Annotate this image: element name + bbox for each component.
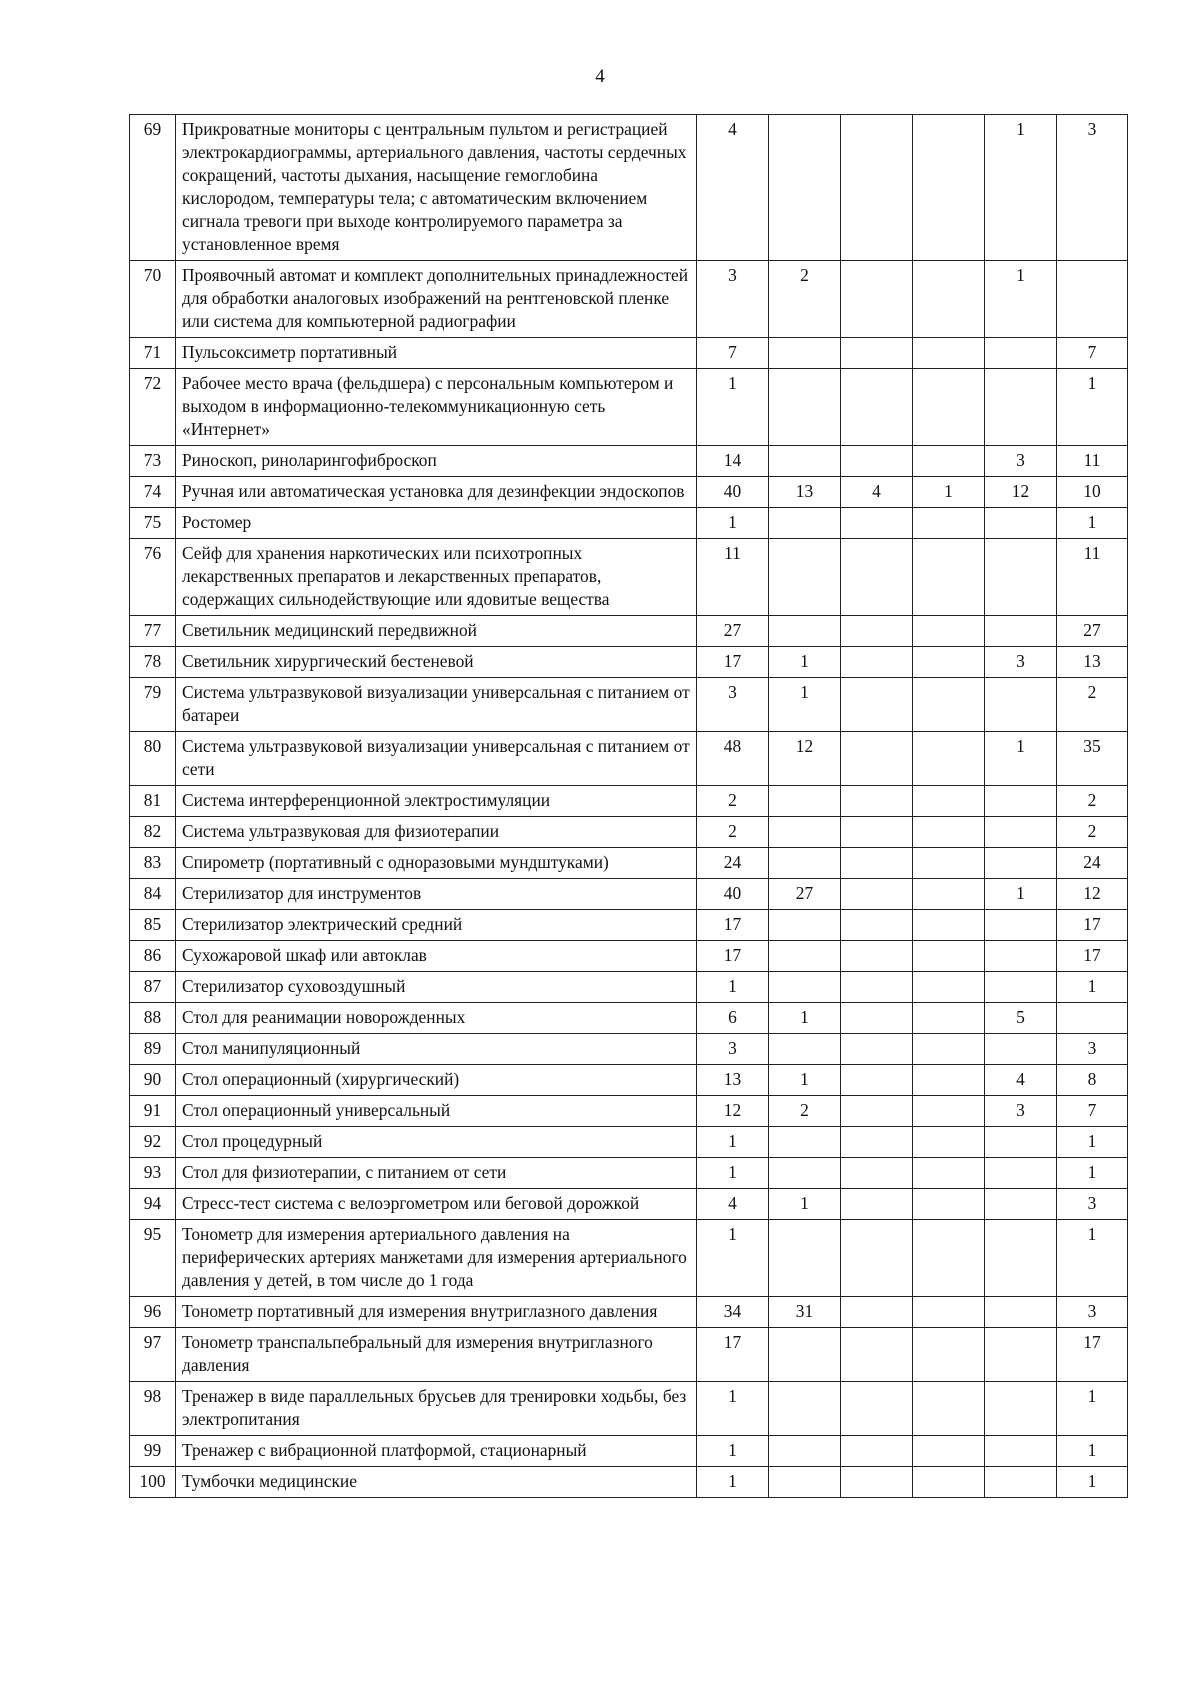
row-number-cell: 90 — [130, 1065, 176, 1096]
quantity-col-5-cell — [985, 1467, 1057, 1498]
quantity-col-5-cell — [985, 786, 1057, 817]
quantity-col-3-cell — [841, 338, 913, 369]
quantity-col-4-cell — [913, 1467, 985, 1498]
quantity-col-2-cell: 12 — [769, 732, 841, 786]
table-row — [130, 678, 1128, 732]
row-number-cell: 95 — [130, 1220, 176, 1297]
quantity-col-5-cell: 12 — [985, 477, 1057, 508]
quantity-col-6-cell: 10 — [1057, 477, 1128, 508]
quantity-col-3-cell — [841, 1297, 913, 1328]
table-row — [130, 732, 1128, 786]
table-row — [130, 1297, 1128, 1328]
quantity-col-4-cell — [913, 1189, 985, 1220]
item-name-cell: Прикроватные мониторы с центральным пультом и регистрацией электрокардиограммы, артериального давления, частоты сердечных сокращений, частоты дыхания, насыщение гемоглобина кислородом, температуры тела; с автоматическим включением сигнала тревоги при выходе контролируемого параметра за установленное время — [176, 115, 697, 261]
quantity-total-cell: 12 — [697, 1096, 769, 1127]
table-row — [130, 616, 1128, 647]
quantity-col-5-cell — [985, 1436, 1057, 1467]
item-name-cell: Ростомер — [176, 508, 697, 539]
item-name-cell: Тонометр транспальпебральный для измерения внутриглазного давления — [176, 1328, 697, 1382]
item-name-cell: Тренажер в виде параллельных брусьев для тренировки ходьбы, без электропитания — [176, 1382, 697, 1436]
quantity-col-5-cell — [985, 1189, 1057, 1220]
page-number: 4 — [595, 66, 605, 87]
quantity-col-2-cell — [769, 1034, 841, 1065]
quantity-col-3-cell — [841, 1436, 913, 1467]
quantity-col-4-cell: 1 — [913, 477, 985, 508]
table-row — [130, 1034, 1128, 1065]
quantity-col-3-cell — [841, 446, 913, 477]
quantity-col-3-cell — [841, 1034, 913, 1065]
item-name-cell: Система ультразвуковая для физиотерапии — [176, 817, 697, 848]
quantity-col-2-cell: 27 — [769, 879, 841, 910]
quantity-col-6-cell: 1 — [1057, 1436, 1128, 1467]
table-row — [130, 369, 1128, 446]
item-name-cell: Тренажер с вибрационной платформой, стационарный — [176, 1436, 697, 1467]
quantity-col-2-cell — [769, 115, 841, 261]
row-number-cell: 99 — [130, 1436, 176, 1467]
table-row — [130, 1220, 1128, 1297]
quantity-col-3-cell — [841, 539, 913, 616]
row-number-cell: 84 — [130, 879, 176, 910]
row-number-cell: 100 — [130, 1467, 176, 1498]
quantity-col-6-cell: 1 — [1057, 1467, 1128, 1498]
quantity-total-cell: 40 — [697, 879, 769, 910]
quantity-total-cell: 6 — [697, 1003, 769, 1034]
quantity-col-5-cell — [985, 1382, 1057, 1436]
row-number-cell: 92 — [130, 1127, 176, 1158]
row-number-cell: 71 — [130, 338, 176, 369]
row-number-cell: 94 — [130, 1189, 176, 1220]
quantity-col-5-cell: 3 — [985, 446, 1057, 477]
quantity-col-3-cell — [841, 848, 913, 879]
quantity-col-2-cell: 1 — [769, 1003, 841, 1034]
quantity-col-3-cell — [841, 879, 913, 910]
quantity-col-3-cell — [841, 678, 913, 732]
quantity-col-4-cell — [913, 1436, 985, 1467]
quantity-total-cell: 2 — [697, 817, 769, 848]
table-row — [130, 338, 1128, 369]
equipment-table — [129, 114, 1128, 1498]
quantity-col-3-cell — [841, 616, 913, 647]
quantity-col-3-cell — [841, 817, 913, 848]
quantity-col-3-cell — [841, 1158, 913, 1189]
quantity-col-5-cell — [985, 910, 1057, 941]
row-number-cell: 74 — [130, 477, 176, 508]
quantity-col-6-cell: 1 — [1057, 1158, 1128, 1189]
quantity-col-5-cell: 3 — [985, 1096, 1057, 1127]
quantity-col-6-cell: 24 — [1057, 848, 1128, 879]
quantity-total-cell: 17 — [697, 910, 769, 941]
quantity-total-cell: 1 — [697, 1127, 769, 1158]
quantity-col-4-cell — [913, 647, 985, 678]
quantity-col-3-cell — [841, 910, 913, 941]
table-row — [130, 446, 1128, 477]
quantity-col-5-cell — [985, 972, 1057, 1003]
item-name-cell: Стерилизатор для инструментов — [176, 879, 697, 910]
item-name-cell: Стол для физиотерапии, с питанием от сети — [176, 1158, 697, 1189]
table-row — [130, 1003, 1128, 1034]
quantity-total-cell: 1 — [697, 1158, 769, 1189]
quantity-col-5-cell — [985, 817, 1057, 848]
quantity-col-3-cell — [841, 1189, 913, 1220]
quantity-col-6-cell: 17 — [1057, 941, 1128, 972]
quantity-col-6-cell: 2 — [1057, 678, 1128, 732]
quantity-col-5-cell — [985, 508, 1057, 539]
quantity-col-5-cell — [985, 369, 1057, 446]
item-name-cell: Стерилизатор электрический средний — [176, 910, 697, 941]
quantity-col-4-cell — [913, 1382, 985, 1436]
quantity-total-cell: 17 — [697, 941, 769, 972]
item-name-cell: Система ультразвуковой визуализации универсальная с питанием от батареи — [176, 678, 697, 732]
row-number-cell: 80 — [130, 732, 176, 786]
quantity-total-cell: 1 — [697, 1220, 769, 1297]
quantity-col-5-cell — [985, 1034, 1057, 1065]
quantity-col-3-cell — [841, 508, 913, 539]
quantity-col-2-cell: 31 — [769, 1297, 841, 1328]
row-number-cell: 77 — [130, 616, 176, 647]
quantity-col-4-cell — [913, 817, 985, 848]
quantity-col-6-cell: 3 — [1057, 1034, 1128, 1065]
quantity-col-3-cell — [841, 941, 913, 972]
quantity-col-6-cell: 1 — [1057, 369, 1128, 446]
quantity-total-cell: 3 — [697, 261, 769, 338]
quantity-col-6-cell — [1057, 1003, 1128, 1034]
quantity-col-4-cell — [913, 1127, 985, 1158]
quantity-total-cell: 3 — [697, 678, 769, 732]
table-row — [130, 1127, 1128, 1158]
quantity-col-4-cell — [913, 786, 985, 817]
row-number-cell: 78 — [130, 647, 176, 678]
quantity-col-4-cell — [913, 1096, 985, 1127]
quantity-col-3-cell — [841, 261, 913, 338]
quantity-total-cell: 17 — [697, 1328, 769, 1382]
quantity-total-cell: 1 — [697, 369, 769, 446]
quantity-col-5-cell — [985, 338, 1057, 369]
quantity-col-4-cell — [913, 1220, 985, 1297]
quantity-col-2-cell: 1 — [769, 1189, 841, 1220]
quantity-col-2-cell — [769, 1220, 841, 1297]
quantity-col-5-cell — [985, 1328, 1057, 1382]
row-number-cell: 83 — [130, 848, 176, 879]
quantity-total-cell: 1 — [697, 1467, 769, 1498]
quantity-col-4-cell — [913, 972, 985, 1003]
quantity-col-3-cell — [841, 1467, 913, 1498]
quantity-total-cell: 3 — [697, 1034, 769, 1065]
quantity-col-6-cell: 13 — [1057, 647, 1128, 678]
item-name-cell: Проявочный автомат и комплект дополнительных принадлежностей для обработки аналоговых изображений на рентгеновской пленке или система для компьютерной радиографии — [176, 261, 697, 338]
table-row — [130, 477, 1128, 508]
quantity-total-cell: 1 — [697, 972, 769, 1003]
quantity-col-2-cell — [769, 1328, 841, 1382]
quantity-col-2-cell — [769, 941, 841, 972]
quantity-col-5-cell — [985, 1127, 1057, 1158]
quantity-col-5-cell: 1 — [985, 115, 1057, 261]
row-number-cell: 82 — [130, 817, 176, 848]
quantity-col-3-cell — [841, 647, 913, 678]
quantity-col-6-cell: 8 — [1057, 1065, 1128, 1096]
quantity-col-3-cell — [841, 369, 913, 446]
quantity-col-4-cell — [913, 446, 985, 477]
quantity-col-2-cell — [769, 1467, 841, 1498]
quantity-col-6-cell: 12 — [1057, 879, 1128, 910]
item-name-cell: Стерилизатор суховоздушный — [176, 972, 697, 1003]
item-name-cell: Тумбочки медицинские — [176, 1467, 697, 1498]
quantity-total-cell: 1 — [697, 1382, 769, 1436]
quantity-col-4-cell — [913, 115, 985, 261]
quantity-col-3-cell — [841, 1003, 913, 1034]
table-row — [130, 910, 1128, 941]
quantity-col-2-cell: 2 — [769, 261, 841, 338]
quantity-col-3-cell — [841, 786, 913, 817]
table-row — [130, 1436, 1128, 1467]
item-name-cell: Стресс-тест система с велоэргометром или беговой дорожкой — [176, 1189, 697, 1220]
quantity-col-2-cell — [769, 446, 841, 477]
quantity-col-2-cell — [769, 817, 841, 848]
quantity-col-4-cell — [913, 1158, 985, 1189]
quantity-col-4-cell — [913, 1003, 985, 1034]
quantity-col-5-cell: 1 — [985, 732, 1057, 786]
quantity-col-4-cell — [913, 508, 985, 539]
item-name-cell: Сухожаровой шкаф или автоклав — [176, 941, 697, 972]
row-number-cell: 96 — [130, 1297, 176, 1328]
quantity-col-4-cell — [913, 1065, 985, 1096]
table-row — [130, 817, 1128, 848]
table-row — [130, 941, 1128, 972]
quantity-total-cell: 17 — [697, 647, 769, 678]
quantity-col-5-cell — [985, 678, 1057, 732]
quantity-col-6-cell: 11 — [1057, 539, 1128, 616]
item-name-cell: Система интерференционной электростимуляции — [176, 786, 697, 817]
quantity-total-cell: 7 — [697, 338, 769, 369]
quantity-col-6-cell: 35 — [1057, 732, 1128, 786]
quantity-col-5-cell — [985, 1158, 1057, 1189]
quantity-col-6-cell: 3 — [1057, 115, 1128, 261]
table-row — [130, 879, 1128, 910]
row-number-cell: 72 — [130, 369, 176, 446]
item-name-cell: Рабочее место врача (фельдшера) с персональным компьютером и выходом в информационно-телекоммуникационную сеть «Интернет» — [176, 369, 697, 446]
item-name-cell: Риноскоп, риноларингофиброскоп — [176, 446, 697, 477]
quantity-col-5-cell: 1 — [985, 261, 1057, 338]
quantity-col-3-cell — [841, 1065, 913, 1096]
item-name-cell: Стол процедурный — [176, 1127, 697, 1158]
row-number-cell: 91 — [130, 1096, 176, 1127]
quantity-col-4-cell — [913, 941, 985, 972]
quantity-col-4-cell — [913, 1328, 985, 1382]
row-number-cell: 93 — [130, 1158, 176, 1189]
item-name-cell: Система ультразвуковой визуализации универсальная с питанием от сети — [176, 732, 697, 786]
item-name-cell: Тонометр портативный для измерения внутриглазного давления — [176, 1297, 697, 1328]
quantity-col-2-cell — [769, 1158, 841, 1189]
quantity-col-3-cell — [841, 732, 913, 786]
quantity-col-6-cell: 1 — [1057, 1127, 1128, 1158]
table-row — [130, 1189, 1128, 1220]
quantity-col-2-cell — [769, 786, 841, 817]
quantity-col-2-cell: 1 — [769, 647, 841, 678]
quantity-col-5-cell — [985, 1297, 1057, 1328]
quantity-col-2-cell: 1 — [769, 678, 841, 732]
row-number-cell: 76 — [130, 539, 176, 616]
row-number-cell: 73 — [130, 446, 176, 477]
table-row — [130, 539, 1128, 616]
row-number-cell: 87 — [130, 972, 176, 1003]
quantity-total-cell: 13 — [697, 1065, 769, 1096]
quantity-col-5-cell — [985, 848, 1057, 879]
quantity-col-2-cell: 2 — [769, 1096, 841, 1127]
quantity-col-6-cell: 1 — [1057, 972, 1128, 1003]
quantity-col-3-cell — [841, 1127, 913, 1158]
quantity-col-4-cell — [913, 732, 985, 786]
quantity-col-2-cell — [769, 910, 841, 941]
row-number-cell: 86 — [130, 941, 176, 972]
item-name-cell: Стол для реанимации новорожденных — [176, 1003, 697, 1034]
quantity-total-cell: 1 — [697, 1436, 769, 1467]
quantity-total-cell: 40 — [697, 477, 769, 508]
row-number-cell: 79 — [130, 678, 176, 732]
item-name-cell: Светильник хирургический бестеневой — [176, 647, 697, 678]
row-number-cell: 98 — [130, 1382, 176, 1436]
quantity-col-2-cell — [769, 972, 841, 1003]
quantity-col-2-cell — [769, 338, 841, 369]
quantity-col-6-cell: 1 — [1057, 1220, 1128, 1297]
quantity-total-cell: 11 — [697, 539, 769, 616]
quantity-total-cell: 4 — [697, 115, 769, 261]
table-row — [130, 261, 1128, 338]
quantity-col-5-cell — [985, 941, 1057, 972]
row-number-cell: 89 — [130, 1034, 176, 1065]
table-row — [130, 972, 1128, 1003]
quantity-col-4-cell — [913, 616, 985, 647]
quantity-col-4-cell — [913, 1297, 985, 1328]
quantity-col-5-cell: 1 — [985, 879, 1057, 910]
item-name-cell: Стол операционный универсальный — [176, 1096, 697, 1127]
quantity-col-5-cell: 3 — [985, 647, 1057, 678]
row-number-cell: 81 — [130, 786, 176, 817]
row-number-cell: 75 — [130, 508, 176, 539]
table-row — [130, 1096, 1128, 1127]
table-row — [130, 1467, 1128, 1498]
quantity-total-cell: 48 — [697, 732, 769, 786]
quantity-col-6-cell: 27 — [1057, 616, 1128, 647]
row-number-cell: 70 — [130, 261, 176, 338]
item-name-cell: Светильник медицинский передвижной — [176, 616, 697, 647]
quantity-col-3-cell — [841, 1328, 913, 1382]
quantity-col-6-cell: 3 — [1057, 1189, 1128, 1220]
quantity-col-4-cell — [913, 678, 985, 732]
quantity-col-2-cell — [769, 508, 841, 539]
quantity-col-6-cell: 17 — [1057, 910, 1128, 941]
quantity-col-5-cell: 4 — [985, 1065, 1057, 1096]
table-row — [130, 1065, 1128, 1096]
item-name-cell: Спирометр (портативный с одноразовыми мундштуками) — [176, 848, 697, 879]
item-name-cell: Ручная или автоматическая установка для дезинфекции эндоскопов — [176, 477, 697, 508]
table-row — [130, 1382, 1128, 1436]
table-row — [130, 1328, 1128, 1382]
quantity-col-3-cell — [841, 972, 913, 1003]
quantity-col-2-cell — [769, 369, 841, 446]
quantity-total-cell: 34 — [697, 1297, 769, 1328]
quantity-total-cell: 2 — [697, 786, 769, 817]
table-row — [130, 848, 1128, 879]
quantity-col-4-cell — [913, 261, 985, 338]
table-row — [130, 1158, 1128, 1189]
quantity-col-3-cell — [841, 1220, 913, 1297]
quantity-col-5-cell — [985, 616, 1057, 647]
quantity-col-4-cell — [913, 879, 985, 910]
quantity-col-6-cell: 1 — [1057, 1382, 1128, 1436]
table-row — [130, 786, 1128, 817]
item-name-cell: Пульсоксиметр портативный — [176, 338, 697, 369]
quantity-col-3-cell: 4 — [841, 477, 913, 508]
quantity-total-cell: 14 — [697, 446, 769, 477]
quantity-col-3-cell — [841, 1382, 913, 1436]
quantity-col-4-cell — [913, 369, 985, 446]
quantity-col-5-cell — [985, 539, 1057, 616]
quantity-total-cell: 27 — [697, 616, 769, 647]
quantity-total-cell: 24 — [697, 848, 769, 879]
item-name-cell: Стол манипуляционный — [176, 1034, 697, 1065]
quantity-col-4-cell — [913, 848, 985, 879]
quantity-col-2-cell — [769, 848, 841, 879]
quantity-col-3-cell — [841, 1096, 913, 1127]
item-name-cell: Тонометр для измерения артериального давления на периферических артериях манжетами для измерения артериального давления у детей, в том числе до 1 года — [176, 1220, 697, 1297]
table-row — [130, 508, 1128, 539]
quantity-col-4-cell — [913, 910, 985, 941]
quantity-col-6-cell: 7 — [1057, 338, 1128, 369]
quantity-col-6-cell: 2 — [1057, 786, 1128, 817]
table-body — [130, 115, 1128, 1498]
quantity-col-6-cell: 2 — [1057, 817, 1128, 848]
quantity-col-6-cell: 7 — [1057, 1096, 1128, 1127]
quantity-total-cell: 1 — [697, 508, 769, 539]
row-number-cell: 97 — [130, 1328, 176, 1382]
quantity-col-6-cell: 17 — [1057, 1328, 1128, 1382]
quantity-col-5-cell — [985, 1220, 1057, 1297]
quantity-total-cell: 4 — [697, 1189, 769, 1220]
quantity-col-2-cell: 1 — [769, 1065, 841, 1096]
quantity-col-2-cell — [769, 1436, 841, 1467]
quantity-col-2-cell — [769, 539, 841, 616]
quantity-col-4-cell — [913, 338, 985, 369]
quantity-col-2-cell: 13 — [769, 477, 841, 508]
quantity-col-6-cell: 11 — [1057, 446, 1128, 477]
row-number-cell: 88 — [130, 1003, 176, 1034]
quantity-col-5-cell: 5 — [985, 1003, 1057, 1034]
table-row — [130, 647, 1128, 678]
row-number-cell: 85 — [130, 910, 176, 941]
item-name-cell: Стол операционный (хирургический) — [176, 1065, 697, 1096]
table-row — [130, 115, 1128, 261]
item-name-cell: Сейф для хранения наркотических или психотропных лекарственных препаратов и лекарственных препаратов, содержащих сильнодействующие или ядовитые вещества — [176, 539, 697, 616]
quantity-col-2-cell — [769, 1127, 841, 1158]
quantity-col-6-cell — [1057, 261, 1128, 338]
quantity-col-3-cell — [841, 115, 913, 261]
quantity-col-2-cell — [769, 616, 841, 647]
quantity-col-4-cell — [913, 539, 985, 616]
quantity-col-6-cell: 3 — [1057, 1297, 1128, 1328]
quantity-col-6-cell: 1 — [1057, 508, 1128, 539]
row-number-cell: 69 — [130, 115, 176, 261]
quantity-col-4-cell — [913, 1034, 985, 1065]
quantity-col-2-cell — [769, 1382, 841, 1436]
